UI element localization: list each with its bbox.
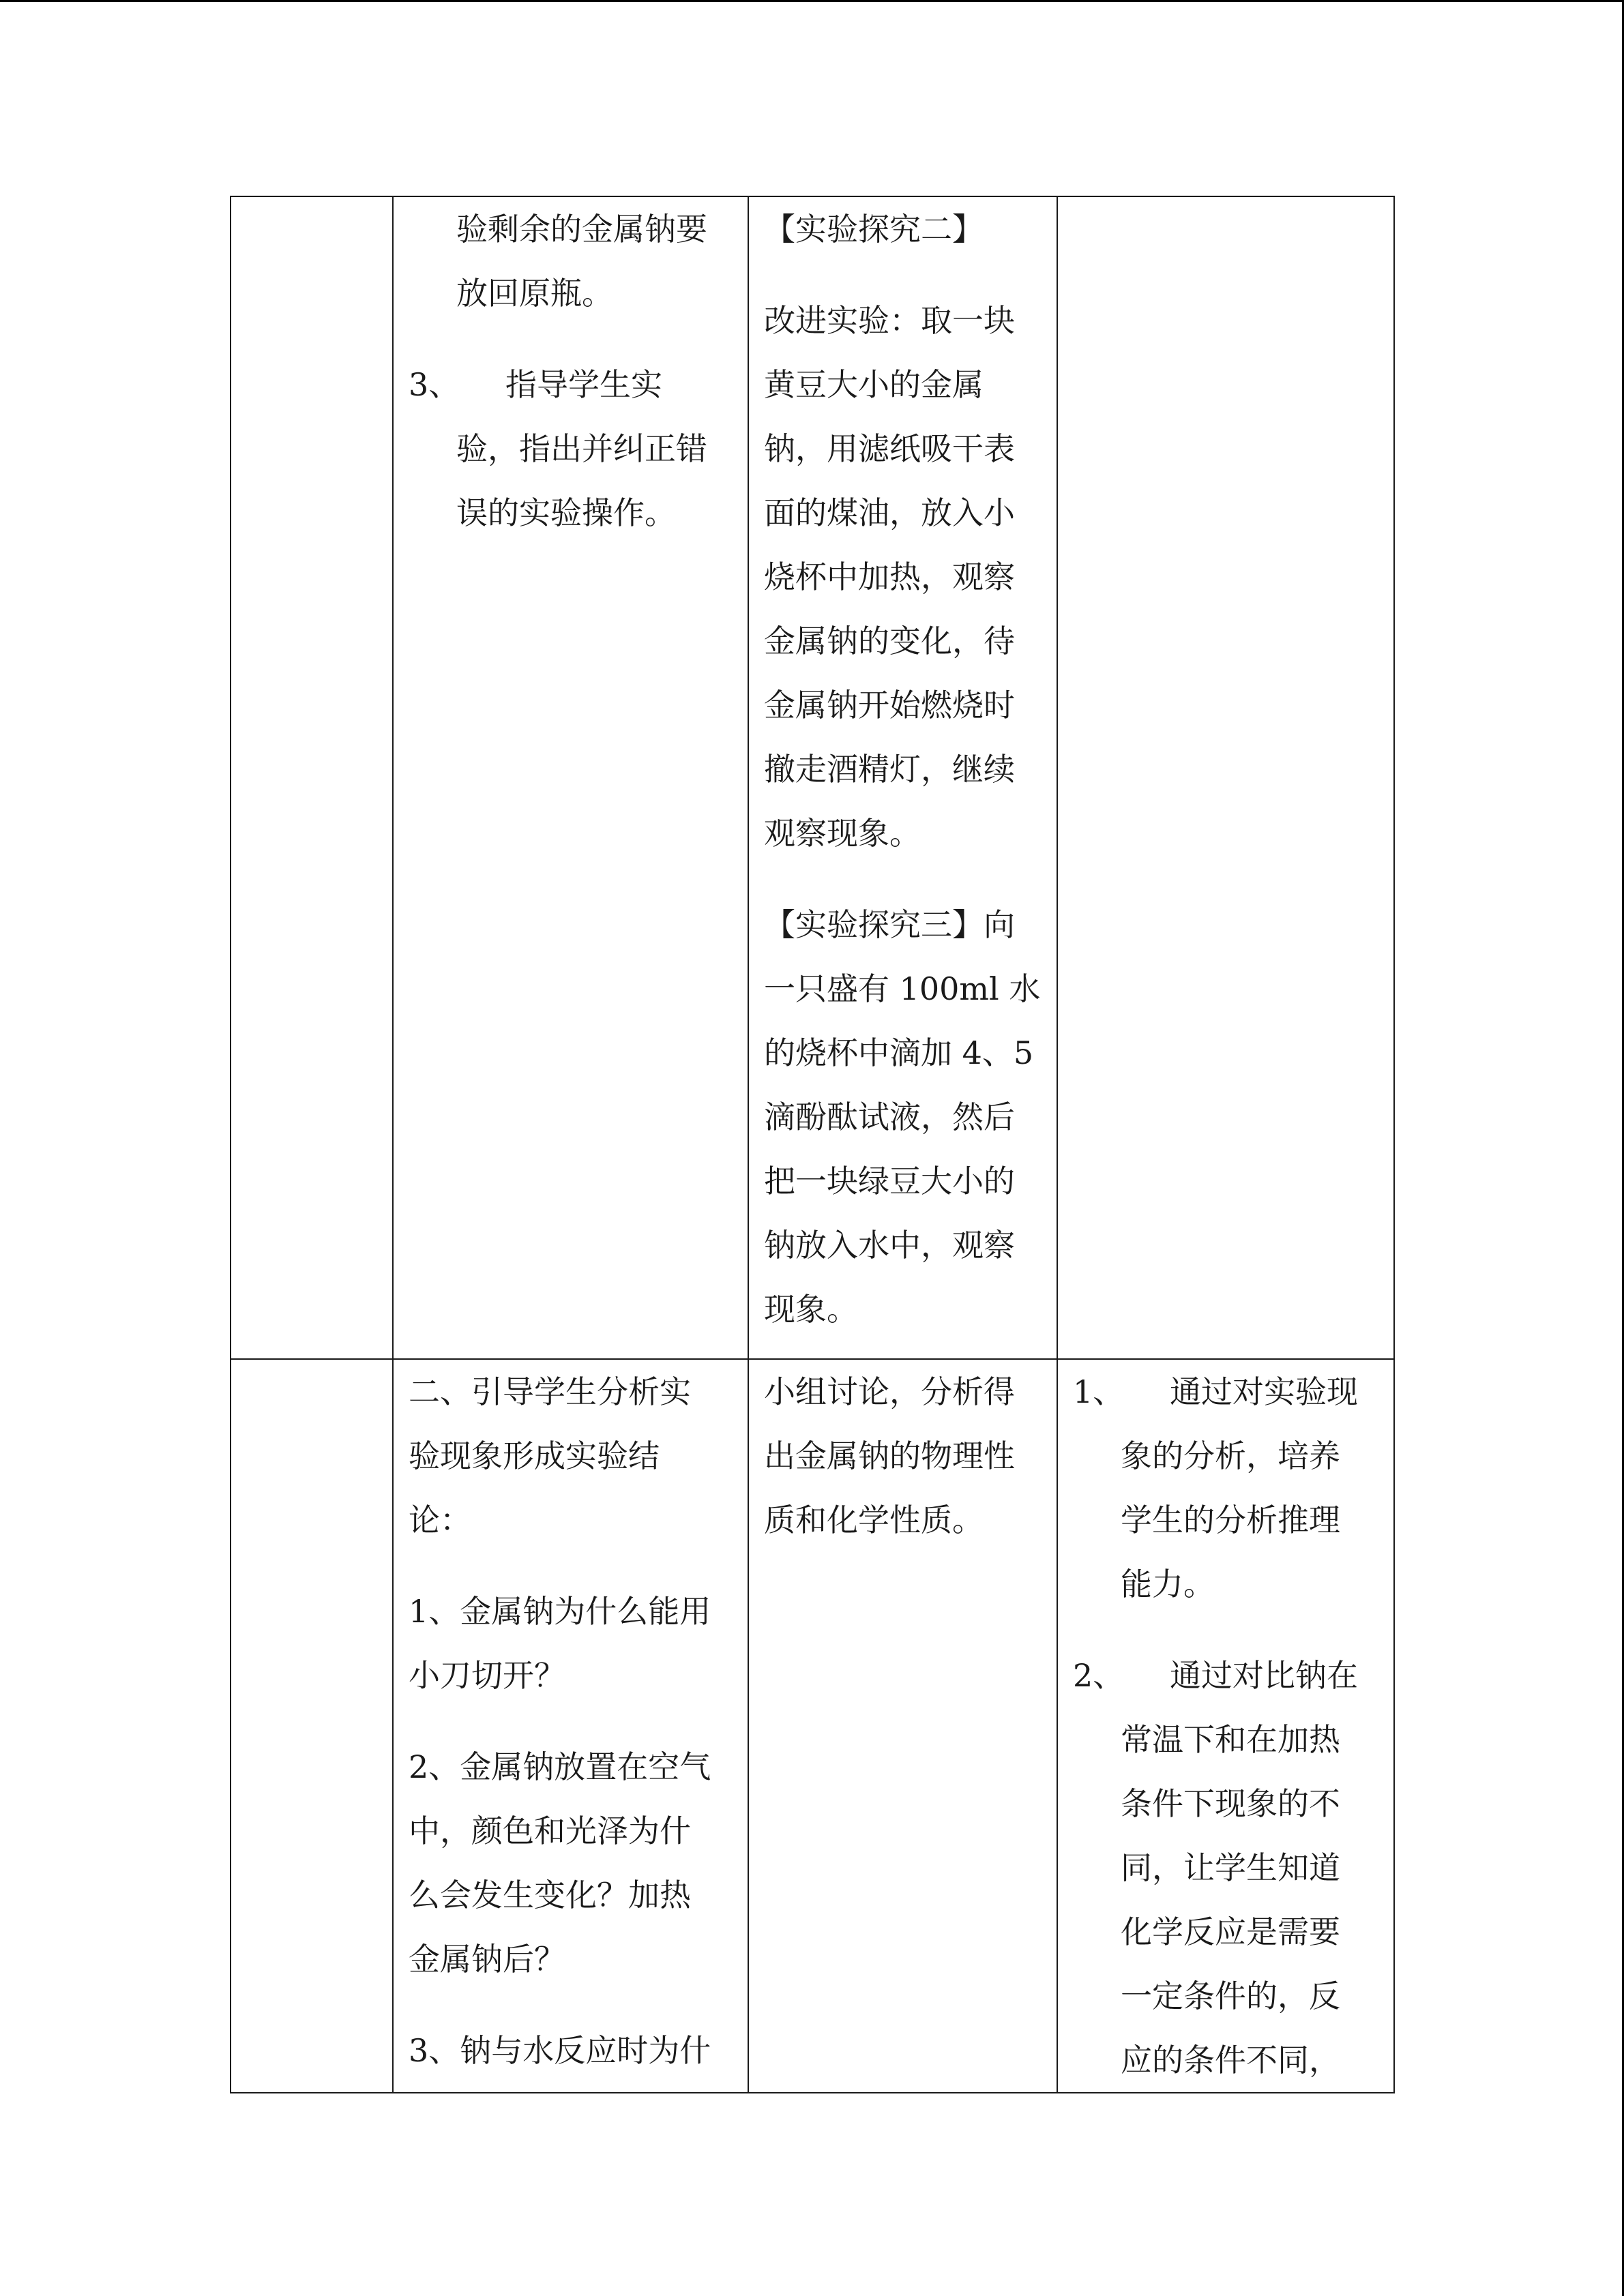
experiment-heading: 【实验探究二】: [764, 211, 984, 248]
text-line: 金属钠后？: [409, 1941, 565, 1978]
text-line: 3、钠与水反应时为什: [409, 2032, 711, 2069]
text-line: 1、金属钠为什么能用: [409, 1593, 711, 1630]
table-cell-teacher-activity: [393, 196, 748, 1359]
list-item-number-line: [1073, 1643, 1381, 1708]
text-line: 能力。: [1121, 1566, 1215, 1602]
list-item-number-line: [409, 353, 734, 417]
text-line: 中，颜色和光泽为什: [409, 1813, 691, 1849]
text-line: 一定条件的，反: [1121, 1978, 1340, 2014]
list-item-number-line: [1073, 1360, 1381, 1424]
text-line: 指导学生实: [505, 366, 662, 403]
text-line: 一只盛有 100ml 水: [764, 970, 1041, 1007]
page-edge-top: [0, 0, 1624, 2]
text-line: 验现象形成实验结: [409, 1437, 660, 1474]
text-line: 么会发生变化？加热: [409, 1877, 691, 1913]
table-cell-stage: [231, 1359, 393, 2093]
text-line: 黄豆大小的金属: [764, 366, 984, 403]
text-line: 钠，用滤纸吸干表: [764, 430, 1015, 467]
lesson-plan-table: [230, 196, 1395, 2093]
text-line: 误的实验操作。: [456, 494, 676, 531]
text-line: 论：: [409, 1502, 471, 1538]
text-line: 撤走酒精灯，继续: [764, 751, 1015, 788]
text-line: 象的分析，培养: [1121, 1437, 1340, 1474]
table-row: [231, 196, 1394, 1359]
text-line: 通过对比钠在: [1170, 1657, 1358, 1694]
text-line: 出金属钠的物理性: [764, 1437, 1015, 1474]
text-line: 质和化学性质。: [764, 1502, 984, 1538]
text-line: 观察现象。: [764, 815, 921, 852]
text-line: 钠放入水中，观察: [764, 1227, 1015, 1264]
text-line: 验，指出并纠正错: [456, 430, 707, 467]
table-cell-design-intent: [1057, 196, 1394, 1359]
table-cell-student-activity: [748, 196, 1057, 1359]
text-line: 把一块绿豆大小的: [764, 1163, 1015, 1199]
table-cell-design-intent: [1057, 1359, 1394, 2093]
list-number: 1、: [1073, 1373, 1125, 1410]
text-line: 通过对实验现: [1170, 1373, 1358, 1410]
text-line: 金属钠开始燃烧时: [764, 687, 1015, 724]
text-line: 滴酚酞试液，然后: [764, 1099, 1015, 1135]
text-line: 应的条件不同，: [1121, 2042, 1340, 2078]
text-line: 【实验探究三】向: [764, 906, 1015, 943]
table-cell-teacher-activity: [393, 1359, 748, 2093]
text-line: 二、引导学生分析实: [409, 1373, 691, 1410]
list-number: 2、: [1073, 1657, 1125, 1694]
text-line: 面的煤油，放入小: [764, 494, 1015, 531]
text-line: 金属钠的变化，待: [764, 623, 1015, 659]
text-line: 验剩余的金属钠要: [456, 211, 707, 248]
text-line: 化学反应是需要: [1121, 1913, 1340, 1950]
text-line: 放回原瓶。: [456, 275, 613, 312]
text-line: 现象。: [764, 1291, 858, 1328]
text-line: 改进实验：取一块: [764, 302, 1015, 339]
text-line: 同，让学生知道: [1121, 1849, 1340, 1886]
table-cell-stage: [231, 196, 393, 1359]
table-row: [231, 1359, 1394, 2093]
text-line: 2、金属钠放置在空气: [409, 1748, 711, 1785]
text-line: 常温下和在加热: [1121, 1721, 1340, 1758]
list-number: 3、: [409, 366, 460, 403]
text-line: 小刀切开？: [409, 1657, 565, 1694]
text-line: 条件下现象的不: [1121, 1785, 1340, 1822]
table-cell-student-activity: [748, 1359, 1057, 2093]
text-line: 小组讨论，分析得: [764, 1373, 1015, 1410]
text-line: 烧杯中加热，观察: [764, 558, 1015, 595]
text-line: 的烧杯中滴加 4、5: [764, 1034, 1034, 1071]
text-line: 学生的分析推理: [1121, 1502, 1340, 1538]
